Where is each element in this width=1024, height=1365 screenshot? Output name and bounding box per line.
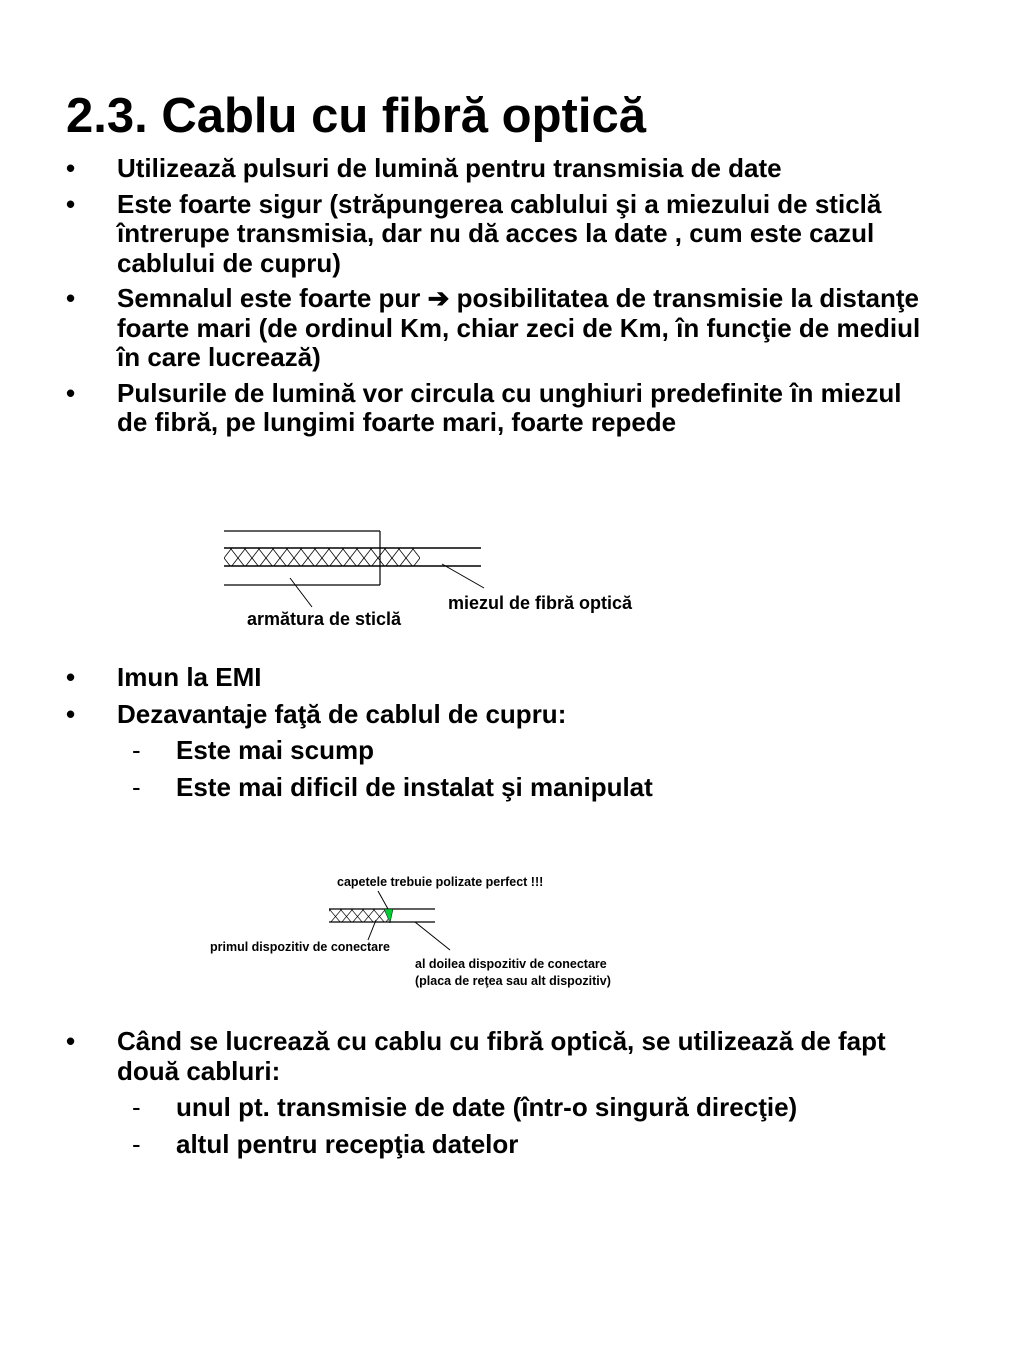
list-item bbox=[0, 663, 1024, 693]
bullet-icon: • bbox=[66, 283, 76, 313]
first-device-label: primul dispozitiv de conectare bbox=[210, 940, 390, 954]
core-label: miezul de fibră optică bbox=[448, 593, 633, 613]
sub-list-item bbox=[0, 1130, 1024, 1160]
cable-cross-section bbox=[224, 531, 633, 629]
list-item-text: Pulsurile de lumină vor circula cu unghiuri predefinite în miezul de fibră, pe lungimi foarte mari, foarte repede bbox=[117, 377, 902, 437]
bullet-icon: • bbox=[66, 153, 76, 183]
list-item bbox=[0, 700, 1024, 730]
armature-pointer bbox=[290, 578, 312, 607]
sub-list-item-text: Este mai scump bbox=[176, 735, 374, 765]
list-item-text: Când se lucrează cu cablu cu fibră optică, se utilizează de fapt două cabluri: bbox=[117, 1026, 886, 1086]
bullet-icon: • bbox=[66, 188, 76, 219]
slide-title: 2.3. Cablu cu fibră optică bbox=[66, 89, 646, 143]
dash-icon: - bbox=[132, 735, 141, 765]
core-hatch-fill bbox=[224, 548, 420, 566]
sub-list-item bbox=[0, 736, 1024, 766]
dash-icon: - bbox=[132, 1092, 141, 1122]
list-item-text: Utilizează pulsuri de lumină pentru transmisia de date bbox=[117, 153, 782, 183]
dash-icon: - bbox=[132, 1128, 141, 1159]
sub-list-item bbox=[0, 773, 1024, 803]
second-device-pointer bbox=[415, 922, 450, 950]
polish-pointer bbox=[378, 891, 388, 909]
list-item-text: Imun la EMI bbox=[117, 662, 262, 692]
second-device-note: (placa de reţea sau alt dispozitiv) bbox=[415, 974, 611, 988]
connector-core-hatch bbox=[329, 909, 388, 922]
bullet-icon: • bbox=[66, 698, 76, 729]
list-item-text: Dezavantaje faţă de cablul de cupru: bbox=[117, 698, 567, 729]
list-item-text: Semnalul este foarte pur ➔ posibilitatea de transmisie la distanţe foarte mari (de ordinul Km, chiar zeci de Km, în funcţie de mediul în care lucrează) bbox=[117, 283, 921, 372]
sub-list-item bbox=[0, 1093, 1024, 1123]
sub-list-item-text: altul pentru recepţia datelor bbox=[176, 1128, 519, 1159]
core-pointer bbox=[442, 564, 484, 588]
second-device-label: al doilea dispozitiv de conectare bbox=[415, 957, 607, 971]
sub-list-item-text: Este mai dificil de instalat şi manipulat bbox=[176, 771, 653, 802]
two-cables-list bbox=[0, 1027, 1024, 1159]
polish-label: capetele trebuie polizate perfect !!! bbox=[337, 875, 544, 889]
list-item-text: Este foarte sigur (străpungerea cablului şi a miezului de sticlă întrerupe transmisia, dar nu dă acces la date , cum este cazul cablului de cupru) bbox=[117, 188, 882, 278]
connector-diagram bbox=[210, 875, 611, 988]
first-device-pointer bbox=[368, 920, 376, 940]
bullet-icon: • bbox=[66, 662, 76, 692]
armature-label: armătura de sticlă bbox=[247, 609, 402, 629]
dash-icon: - bbox=[132, 771, 141, 802]
bullet-icon: • bbox=[66, 377, 76, 408]
list-item bbox=[0, 1027, 1024, 1086]
emi-list bbox=[0, 663, 1024, 802]
bullet-icon: • bbox=[66, 1026, 76, 1056]
sub-list-item-text: unul pt. transmisie de date (într-o singură direcţie) bbox=[176, 1092, 798, 1122]
